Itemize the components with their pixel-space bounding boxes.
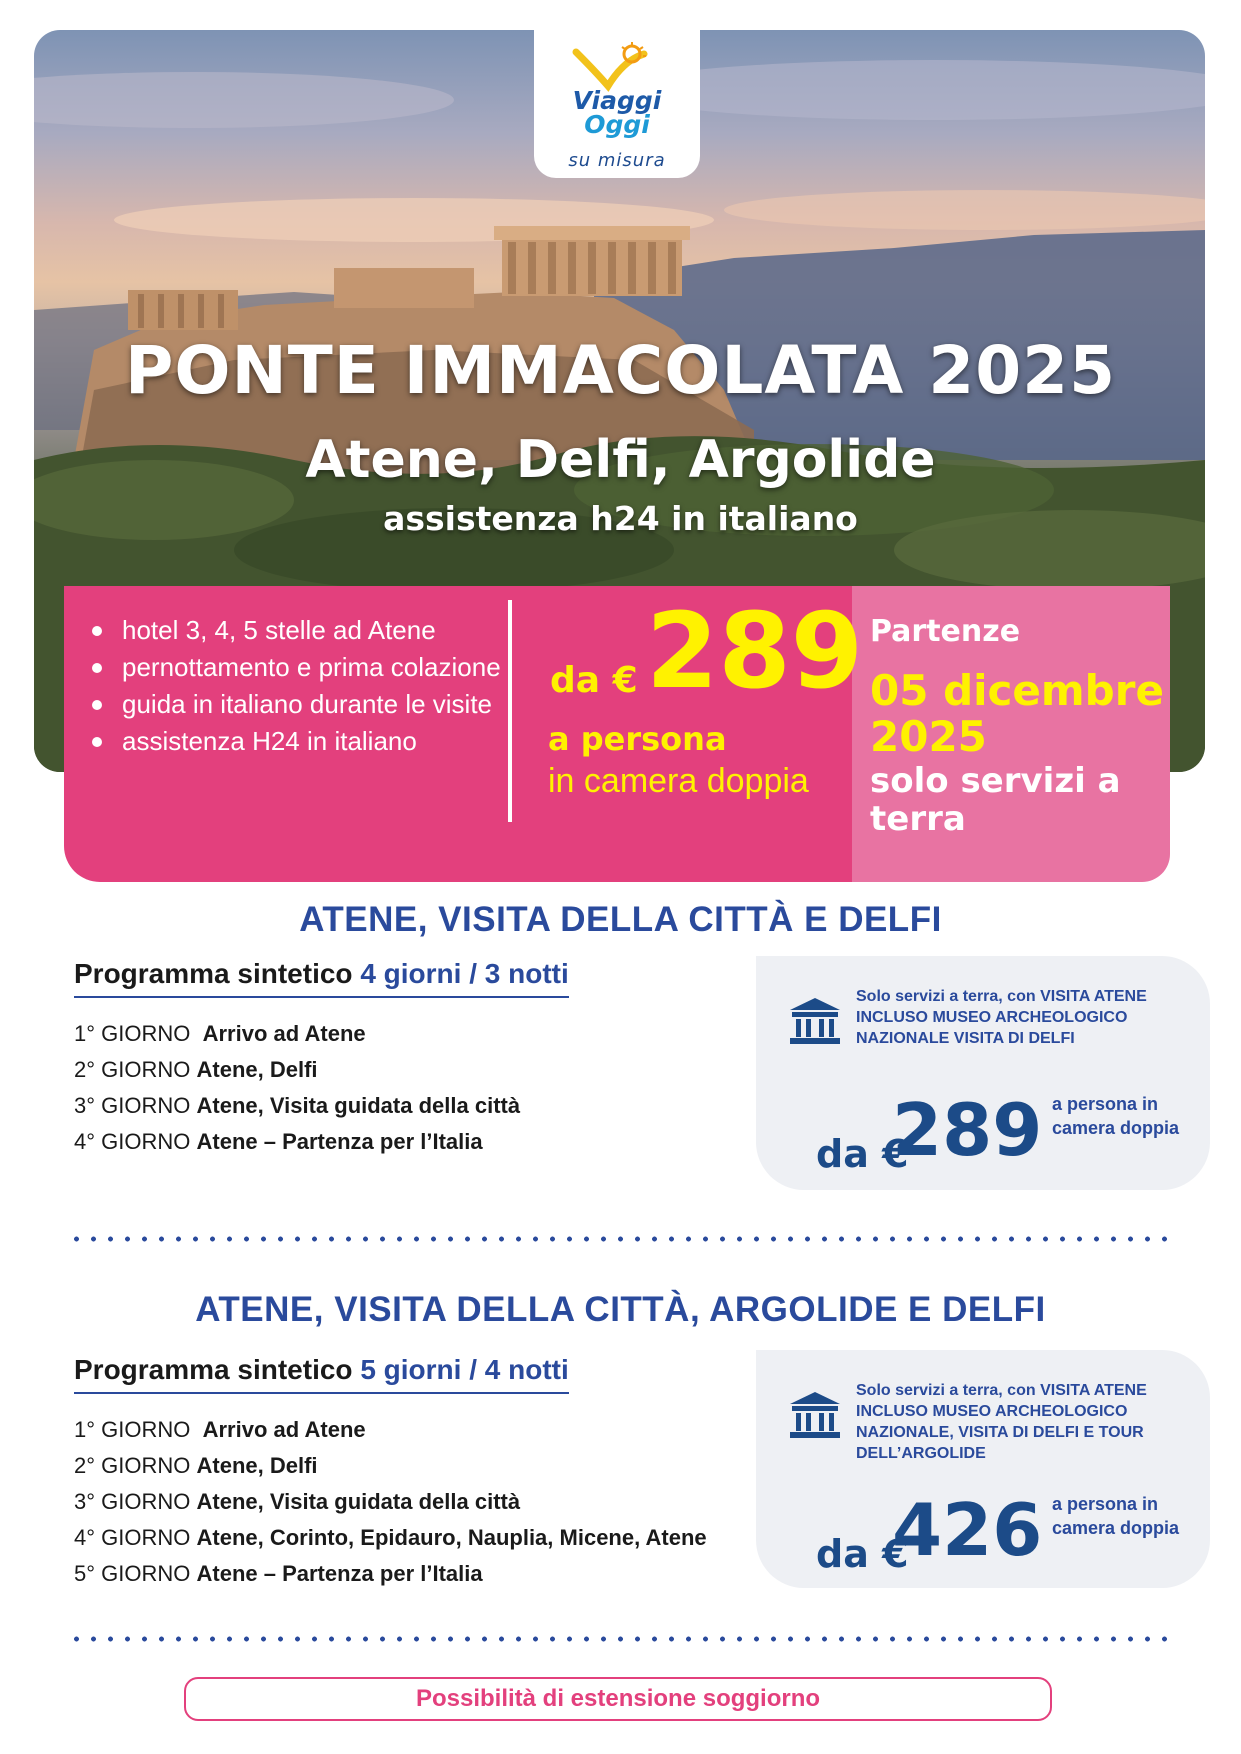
price-note-person: a persona xyxy=(548,720,727,758)
tour-1-price-note: a persona in camera doppia xyxy=(1052,1094,1180,1138)
tour-1-title: ATENE, VISITA DELLA CITTÀ E DELFI xyxy=(299,900,942,939)
price-value: 289 xyxy=(646,590,864,712)
list-item: 2° GIORNO Atene, Delfi xyxy=(74,1057,318,1082)
list-item: 1° GIORNO Arrivo ad Atene xyxy=(74,1021,366,1046)
page-title: PONTE IMMACOLATA 2025 xyxy=(125,332,1116,409)
brand-name-line1: Viaggi xyxy=(572,86,662,115)
extension-note: Possibilità di estensione soggiorno xyxy=(184,1677,1052,1721)
list-item: 1° GIORNO Arrivo ad Atene xyxy=(74,1417,366,1442)
list-item: 4° GIORNO Atene, Corinto, Epidauro, Nauplia, Micene, Atene xyxy=(74,1525,707,1550)
tour-1-program: Programma sintetico 4 giorni / 3 notti xyxy=(74,958,569,998)
brand-logo xyxy=(534,28,700,178)
tour-2-program: Programma sintetico 5 giorni / 4 notti xyxy=(74,1354,569,1394)
tour-1-price-card xyxy=(756,956,1210,1190)
list-item: 2° GIORNO Atene, Delfi xyxy=(74,1453,318,1478)
feature-item: pernottamento e prima colazione xyxy=(86,649,556,686)
price-note-room: in camera doppia xyxy=(548,762,809,800)
list-item: 3° GIORNO Atene, Visita guidata della città xyxy=(74,1093,521,1118)
tour-2-price-card xyxy=(756,1350,1210,1588)
price-prefix: da € xyxy=(550,660,638,701)
list-item: 3° GIORNO Atene, Visita guidata della città xyxy=(74,1489,521,1514)
bullet-icon xyxy=(92,700,102,710)
dotted-divider xyxy=(68,1636,1178,1642)
museum-icon xyxy=(788,1390,842,1440)
feature-item: assistenza H24 in italiano xyxy=(86,723,556,760)
hero-tagline: assistenza h24 in italiano xyxy=(383,499,858,538)
feature-item: guida in italiano durante le visite xyxy=(86,686,556,723)
feature-list xyxy=(86,612,556,760)
bullet-icon xyxy=(92,626,102,636)
tour-2-card-text: Solo servizi a terra, con VISITA ATENE INCLUSO MUSEO ARCHEOLOGICO NAZIONALE, VISITA DI DELFI E TOUR DELL’ARGOLIDE xyxy=(856,1382,1147,1462)
tour-1-price-value: 289 xyxy=(892,1088,1043,1172)
tour-2-title: ATENE, VISITA DELLA CITTÀ, ARGOLIDE E DELFI xyxy=(195,1290,1046,1329)
tour-1-card-text: Solo servizi a terra, con VISITA ATENE INCLUSO MUSEO ARCHEOLOGICO NAZIONALE VISITA DI DELFI xyxy=(856,988,1147,1047)
brand-name-line2: Oggi xyxy=(584,110,650,139)
tour-2-days xyxy=(74,1412,707,1592)
list-item: 4° GIORNO Atene – Partenza per l’Italia xyxy=(74,1129,483,1154)
feature-item: hotel 3, 4, 5 stelle ad Atene xyxy=(86,612,556,649)
tour-1-price-prefix: da € xyxy=(816,1132,909,1176)
tour-2-price-value: 426 xyxy=(892,1488,1043,1572)
brand-tagline: su misura xyxy=(568,150,666,171)
departures-label: Partenze xyxy=(870,614,1021,649)
departure-date: 05 dicembre 2025 xyxy=(870,666,1164,761)
sun-swoosh-icon xyxy=(570,42,660,92)
services-note: solo servizi a terra xyxy=(870,761,1121,839)
departures-panel xyxy=(820,586,1170,882)
list-item: 5° GIORNO Atene – Partenza per l’Italia xyxy=(74,1561,483,1586)
bullet-icon xyxy=(92,663,102,673)
tour-1-days xyxy=(74,1016,520,1160)
offer-panel xyxy=(64,586,864,882)
divider xyxy=(508,600,512,822)
tour-2-price-prefix: da € xyxy=(816,1532,909,1576)
dotted-divider xyxy=(68,1236,1178,1242)
bullet-icon xyxy=(92,737,102,747)
tour-2-price-note: a persona in camera doppia xyxy=(1052,1494,1180,1538)
museum-icon xyxy=(788,996,842,1046)
page-subtitle: Atene, Delfi, Argolide xyxy=(305,430,936,490)
